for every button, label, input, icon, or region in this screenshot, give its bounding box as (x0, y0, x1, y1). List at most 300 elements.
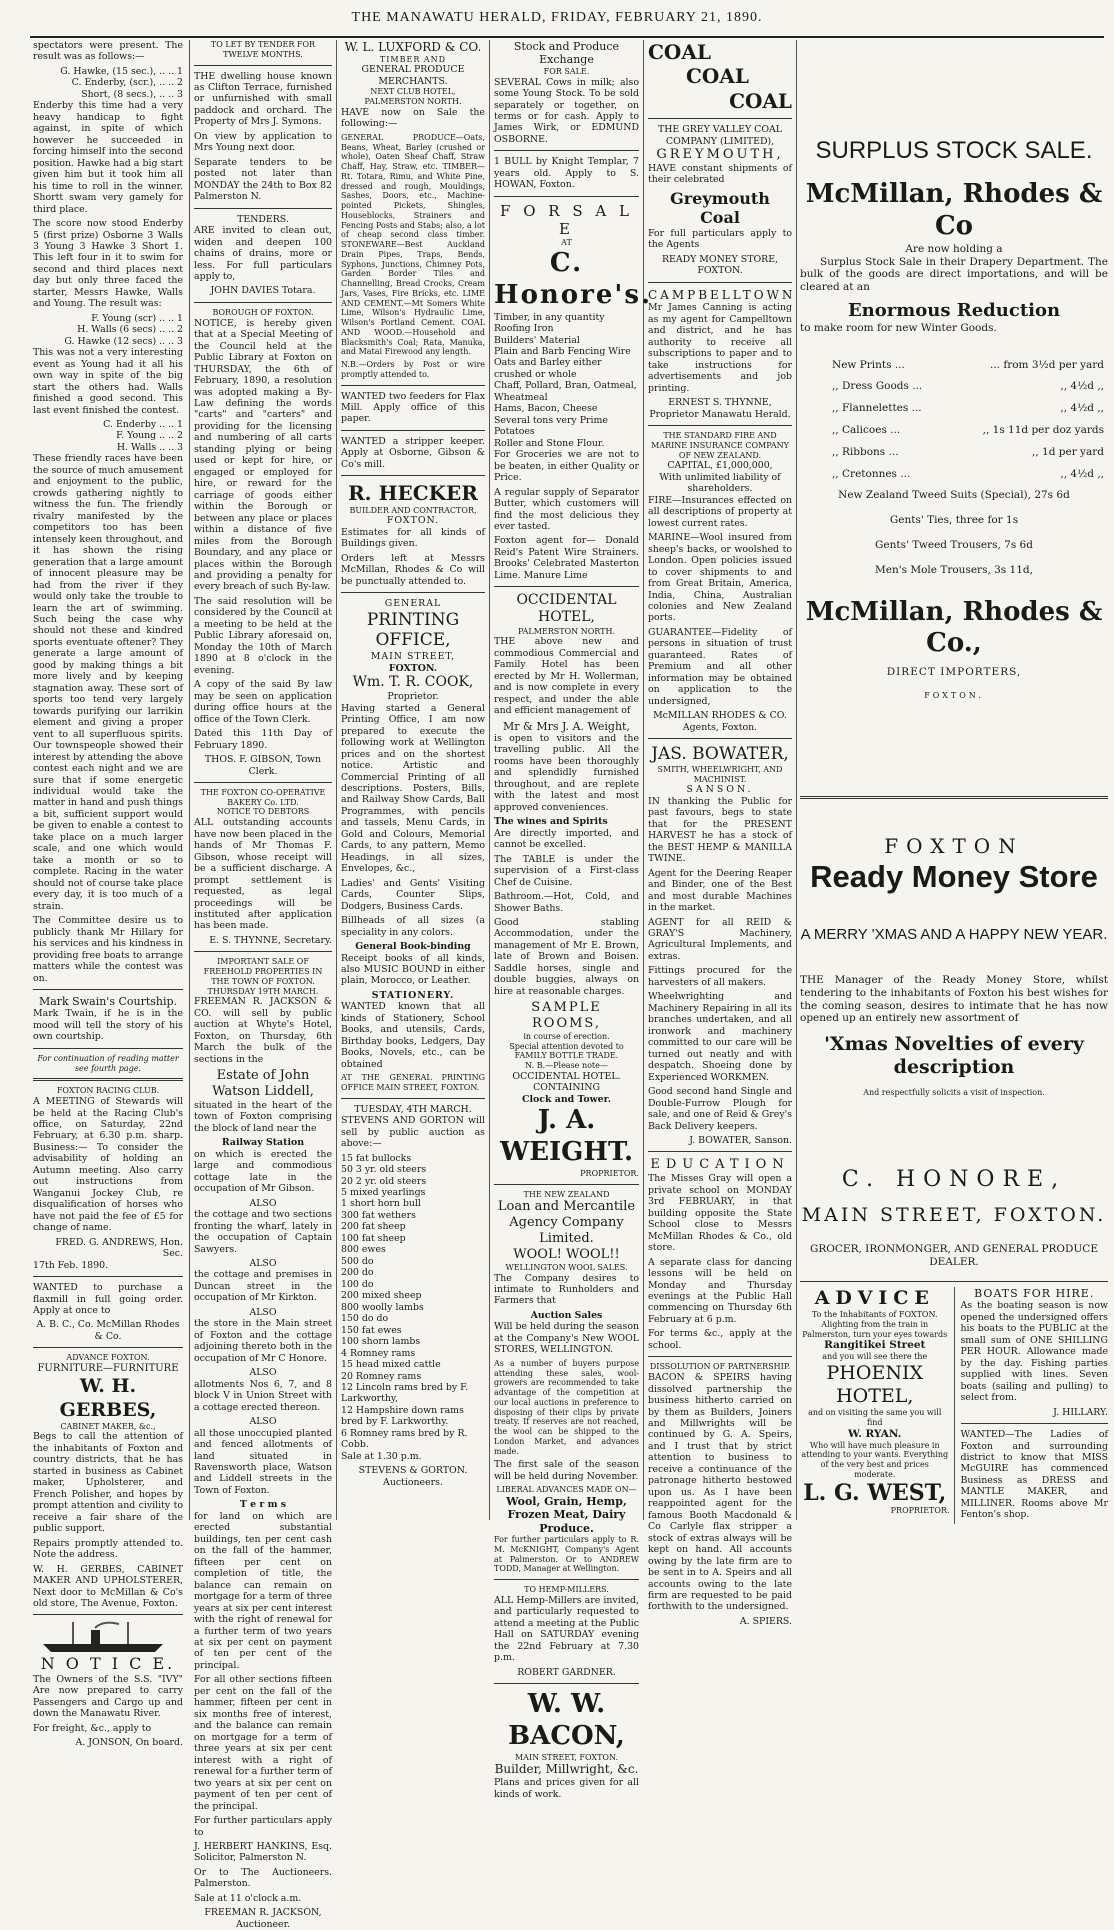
ad-heading: Wool, Grain, Hemp, Frozen Meat, Dairy Produce. (506, 1494, 627, 1535)
article-paragraph: The score now stood Enderby 5 (first prize) Osborne 3 Walls 3 Young 3 Hawke 3 Short 1. This left four in it to swim for second and third places next day but only three faced the starter, Messrs Hawke, Walls and Young. The result was: (33, 218, 183, 310)
signature: E. S. THYNNE, Secretary. (209, 934, 332, 946)
ad-text: For all other sections fifteen per cent on the fall of the hammer, fifteen per cent in six months free of interest, and the balance can remain on mortgage for a term of three years at six per cent interest with a right of renewal for a further term of two years at six per cent on payment of ten per cent of the principal. (194, 1674, 332, 1812)
goods-list (494, 312, 639, 450)
ad-subtitle: ALSO (249, 1416, 277, 1428)
ad-subtitle: in course of erection. (523, 1031, 610, 1041)
ad-heading: Wm. T. R. COOK, (352, 674, 474, 691)
stock-list (341, 1153, 485, 1451)
signature: ERNEST S. THYNNE, Proprietor Manawatu Herald. (649, 397, 791, 420)
divider (194, 65, 332, 66)
ad-subtitle: BUILDER AND CONTRACTOR, (349, 505, 477, 515)
ad-text: Estimates for all kinds of Buildings given. (341, 526, 485, 550)
result-line: H. Walls .. .. 3 (116, 441, 183, 453)
ad-text: A copy of the said By law may be seen on application during office hours at the office of the Town Clerk. (194, 679, 332, 725)
ad-heading: Rangitikei Street (824, 1339, 926, 1352)
stock-item: 15 head mixed cattle (341, 1359, 441, 1371)
divider (33, 1614, 183, 1615)
ad-subtitle: DIRECT IMPORTERS, (886, 666, 1022, 679)
ad-text: The TABLE is under the supervision of a First-class Chef de Cuisine. (494, 853, 639, 888)
ad-text: WANTED to purchase a flaxmill in full going order. Apply at once to (33, 1282, 183, 1316)
divider (494, 1579, 639, 1580)
ad-text: Agent for the Deering Reaper and Binder, one of the Best and most durable Machines in the market. (648, 867, 792, 914)
ad-text: Are directly imported, and cannot be excelled. (494, 827, 639, 851)
price-row (832, 402, 1104, 415)
divider (494, 150, 639, 151)
divider (194, 208, 332, 209)
ad-title: TO LET BY TENDER FOR TWELVE MONTHS. (210, 40, 316, 59)
column-rule (336, 40, 337, 1520)
article-paragraph: These friendly races have been the source of much amusement and enjoyment to the public, crowds gathering nightly to witness the fun. The friendly rivalry manifested by the competitors too has been intensely keen throughout, and it has shown the rising generation that a large amount of innocent pleasure may be had from the river if they would only take the trouble to learn the art of swimming. Such being the case why should not these and kindred sports eventuate oftener? They generate a large amount of good by making things a bit more lively and by keeping stagnation away. These sort of sports too tend very largely towards purifying our larrikin element and giving a proper vent to all superfluous spirits. Our townspeople showed their interest by attending the above contest each night and we are sure that if some energetic individual would take the matter in hand and push things a bit, sufficient support would be given to enable a contest to take place on a much larger scale, and one which would take a month or so to complete. Racing in the water should not of course take place every day, it is too much of a strain. (33, 453, 183, 912)
signature: FREEMAN R. JACKSON, Auctioneer. (204, 1907, 322, 1930)
ad-text: allotments Nos 6, 7, and 8 block V in Union Street with a cottage erected thereon. (194, 1378, 332, 1413)
ad-text: For further particulars apply to (194, 1815, 332, 1838)
signature: McMILLAN RHODES & CO. Agents, Foxton. (653, 710, 787, 733)
result-line: G. Hawke (12 secs) .. .. 3 (64, 335, 183, 347)
ad-subtitle: PROPRIETOR. (580, 1168, 639, 1178)
article-paragraph: Mark Twain, if he is in the mood will tell the story of his own courtship. (33, 1008, 183, 1043)
ad-heading: C. HONORE, (841, 1167, 1067, 1193)
ad-heading: EDUCATION (650, 1157, 790, 1173)
ad-subtitle: WELLINGTON WOOL SALES. (505, 1262, 628, 1272)
phoenix-ad (800, 1287, 955, 1524)
ad-subtitle: GENERAL (384, 598, 442, 610)
ad-text: and you will see there the (822, 1352, 928, 1362)
ad-text: A separate class for dancing lessons will be held on Monday and Thursday evenings at the Public Hall commencing on Thursday 6th February at 6 p.m. (648, 1256, 792, 1325)
column-3 (341, 40, 485, 1520)
divider (648, 118, 792, 119)
ad-subtitle: CABINET MAKER, &c., (60, 1421, 156, 1431)
signature: A. SPIERS. (739, 1615, 792, 1627)
ad-text: Sale at 1.30 p.m. (341, 1450, 422, 1462)
stock-item: 15 fat bullocks (341, 1152, 412, 1164)
divider (33, 1048, 183, 1049)
divider (800, 1281, 1108, 1282)
article-paragraph: The Committee desire us to publicly thank Mr Hillary for his services and his kindness in providing free boats to arrange matters while the contest was on. (33, 915, 183, 984)
ad-heading: L. G. WEST, (803, 1479, 947, 1506)
ad-text: AGENT for all REID & GRAY'S Machinery, Agricultural Implements, and extras. (648, 916, 792, 962)
ad-text: As a number of buyers purpose attending these sales, wool-growers are recommended to take advantage of the competition at our local auctions in preference to disposing of their clips by private treaty. If reserves are not reached, the wool can be shipped to the London Market, and advances made. (494, 1358, 639, 1456)
divider (494, 1683, 639, 1684)
ad-text: Billheads of all sizes (a speciality in any colors. (341, 915, 485, 938)
ad-text: Ladies' and Gents' Visiting Cards, Counter Slips, Dodgers, Business Cards. (341, 877, 485, 912)
ad-heading: Ready Money Store (810, 858, 1098, 894)
stock-item: 800 woolly lambs (341, 1301, 424, 1313)
ad-heading: Mr & Mrs J. A. Weight, (503, 719, 630, 733)
ad-subtitle: PALMERSTON NORTH. (517, 626, 615, 636)
ad-heading: N O T I C E. (40, 1654, 176, 1674)
ad-text: 1 BULL by Knight Templar, 7 years old. Apply to S. HOWAN, Foxton. (494, 156, 639, 191)
price-line: New Zealand Tweed Suits (Special), 27s 6d (838, 489, 1070, 502)
ad-date: 17th Feb. 1890. (33, 1259, 109, 1271)
ad-text: all those unoccupied planted and fenced allotments of land situated in Ravensworth place, Watson and Liddell streets in the Town of Foxton. (194, 1427, 332, 1496)
stock-item: 200 fat sheep (341, 1221, 406, 1233)
ad-text: Repairs promptly attended to. Note the address. (33, 1537, 183, 1561)
ad-subtitle: FURNITURE—FURNITURE (37, 1363, 179, 1375)
ad-text: Having started a General Printing Office, I am now prepared to execute the following work at Wellington prices and on the shortest notice. Artistic and Commercial Printing of all descriptions. Posters, Bills, and Railway Show Cards, Ball Programmes, with pencils and tassels, Menu Cards, in Gold and Colours, Memorial Cards, to any pattern, Memo Headings, in all sizes, Envelopes, &c., (341, 702, 485, 875)
ad-text: Good stabling Accommodation, under the management of Mr E. Brown, late of Brown and Boisen. Saddle horses, single and double buggies, always on hire at reasonable charges. (494, 916, 639, 997)
ad-text: HAVE now on Sale the following:— (341, 106, 485, 130)
ad-subtitle: ALSO (249, 1197, 277, 1209)
ad-text: Bathroom.—Hot, Cold, and Shower Baths. (494, 891, 639, 914)
divider (341, 475, 485, 476)
price-value: ,, 4½d ,, (1060, 402, 1104, 415)
ad-text: AT THE GENERAL PRINTING OFFICE MAIN STREET, FOXTON. (341, 1073, 485, 1092)
stock-item: 500 do (341, 1255, 374, 1267)
ad-text: Wheelwrighting and Machinery Repairing in all its branches undertaken, and all ironwork and machinery committed to our care will be turned out neatly and with despatch. Shoeing done by Experienced WORKMEN. (648, 991, 792, 1083)
divider (33, 1078, 183, 1081)
ad-title: DISSOLUTION OF PARTNERSHIP. (649, 1362, 791, 1372)
ad-heading: Auction Sales (530, 1309, 603, 1321)
signature: A. B. C., Co. McMillan Rhodes & Co. (36, 1319, 180, 1342)
goods-item: Chaff, Pollard, Bran, Oatmeal, Wheatmeal (494, 380, 637, 403)
ad-text: Surplus Stock Sale in their Drapery Department. The bulk of the goods are direct importations, and will be cleared at an (800, 255, 1108, 294)
column-4 (494, 40, 653, 1800)
ad-title: ADVANCE FOXTON. (66, 1353, 150, 1363)
ad-heading: PHOENIX HOTEL, (826, 1361, 923, 1408)
ad-text: Plans and prices given for all kinds of work. (494, 1777, 639, 1800)
result-line: C. Enderby .. .. 1 (103, 419, 183, 430)
divider (194, 951, 332, 952)
ad-text: NOTICE, is hereby given that at a Special Meeting of the Council held at the Public Library at Foxton on THURSDAY, the 6th of February, 1890, a resolution was adopted making a By-Law defining the words "carts" and "carters" and providing for the licensing and numbering of all carts standing plying or being used or kept for hire, or engaged or employed for hire, or reward for the carriage of goods either within the Borough or between any place or places within a distance of five miles from the Borough Boundary, and any place or places within the Borough and providing a penalty for every breach of such By-law. (194, 317, 332, 593)
signature: STEVENS & GORTON. Auctioneers. (358, 1465, 468, 1488)
ad-text: the cottage and two sections fronting the wharf, lately in the occupation of Captain Sawyers. (194, 1209, 332, 1255)
divider (494, 196, 639, 197)
ad-text: Good second hand Single and Double-Furrow Plough for sale, and one of Reid & Grey's Back Delivery keepers. (648, 1086, 792, 1132)
ad-text: Who will have much pleasure in attending to your wants. Everything of the very best and prices moderate. (801, 1440, 949, 1479)
stock-item: 12 Lincoln rams bred by F. Larkworthy, (341, 1381, 469, 1405)
ad-text: For further particulars apply to R. M. McKNIGHT, Company's Agent at Palmerston. Or to ANDREW TODD, Manager at Wellington. (494, 1535, 639, 1574)
ad-text: HAVE constant shipments of their celebrated (648, 162, 792, 186)
ad-heading: JAS. BOWATER, (651, 744, 789, 765)
ad-heading: Enormous Reduction (847, 299, 1061, 321)
ad-title: THE FOXTON CO-OPERATIVE BAKERY Co. LTD. (200, 787, 326, 807)
article-paragraph: Enderby this time had a very heavy handicap to fight against, in spite of which however he succeeded in forcing himself into the second position. Hawke had a big start given him but it took him all his time to roll in the winner. Shortt swam very gamely for third place. (33, 100, 183, 215)
ad-heading: COAL (648, 40, 711, 64)
signature: W. H. GERBES, CABINET MAKER AND UPHOLSTERER, Next door to McMillan & Co's old store, The Avenue, Foxton. (33, 1563, 183, 1609)
divider (648, 282, 792, 283)
ad-text: Orders left at Messrs McMillan, Rhodes & Co will be punctually attended to. (341, 552, 485, 587)
masthead-rule (30, 36, 1104, 38)
ad-heading: OCCIDENTAL HOTEL, (516, 592, 617, 626)
price-item: New Prints ... (832, 358, 905, 371)
stock-item: 150 do do (341, 1313, 389, 1325)
ad-heading: 'Xmas Novelties of every description (824, 1033, 1084, 1079)
ad-heading: ADVICE (814, 1286, 935, 1309)
stock-item: 150 fat ewes (341, 1324, 402, 1336)
price-value: ,, 1d per yard (1032, 445, 1104, 458)
ad-subtitle: FOXTON. (388, 662, 438, 674)
divider (648, 1356, 792, 1357)
ad-heading: Loan and Mercantile Agency Company Limited. (497, 1199, 636, 1247)
goods-item: Hams, Bacon, Cheese (494, 403, 598, 415)
ad-text: WANTED known that all kinds of Stationery, School Books, and utensils, Cards, Birthday books, Ledgers, Day Books, Novels, etc., can be obtained (341, 1001, 485, 1070)
ad-text: As the boating season is now opened the undersigned offers his boats to the PUBLIC at the small sum of ONE SHILLING PER HOUR. Allowance made by the day. Fishing parties supplied with lines. Seven boats (sailing and pulling) to select from. (960, 1300, 1108, 1404)
ad-heading: COAL (729, 88, 792, 113)
ad-text: Separate tenders to be posted not later than MONDAY the 24th to Box 82 Palmerston N. (194, 156, 332, 203)
ad-text: on which is erected the large and commodious cottage late in the occupation of Mr Gibson. (194, 1148, 332, 1195)
price-value: ,, 1s 11d per doz yards (982, 424, 1104, 437)
ad-subtitle: ALSO (249, 1367, 277, 1379)
ad-title: TENDERS. (237, 213, 289, 225)
goods-item: Plain and Barb Fencing Wire (494, 345, 631, 357)
ad-text: The said resolution will be considered by the Council at a meeting to be held at the Public Library aforesaid on, Monday the 10th of March 1890 at 8 o'clock in the evening. (194, 595, 332, 676)
ad-text: Alighting from the train in Palmerston, turn your eyes towards (802, 1319, 948, 1339)
price-row (832, 359, 1104, 372)
divider (341, 1098, 485, 1099)
ad-heading: PRINTING OFFICE, (366, 609, 460, 651)
ad-subtitle: AT (561, 238, 572, 248)
column-rule (489, 40, 490, 1520)
price-item: ,, Ribbons ... (832, 445, 899, 458)
ad-text: The first sale of the season will be held during November. (494, 1459, 639, 1482)
price-row (832, 424, 1104, 437)
column-rule (796, 40, 797, 1520)
ad-subtitle: TIMBER AND (379, 54, 447, 64)
column-rule (643, 40, 644, 1520)
ad-subtitle: With unlimited liability of shareholders. (659, 471, 781, 495)
ad-text: and on visiting the same you will find (808, 1408, 942, 1428)
signature: J. HERBERT HANKINS, Esq. Solicitor, Palmerston N. (194, 1840, 332, 1864)
ad-text: Will be held during the season at the Company's New WOOL STORES, WELLINGTON. (494, 1321, 639, 1356)
ad-subtitle: FOXTON. (924, 690, 984, 700)
ad-text: For full particulars apply to the Agents (648, 227, 792, 251)
divider (648, 738, 792, 739)
stock-item: 100 do (341, 1278, 374, 1290)
price-row (832, 380, 1104, 393)
ad-subtitle: NEXT CLUB HOTEL, PALMERSTON NORTH. (364, 87, 462, 107)
stock-item: 20 Romney rams (341, 1370, 422, 1382)
stock-item: 100 fat sheep (341, 1232, 406, 1244)
signature: J. HILLARY. (1053, 1406, 1108, 1418)
article-title: Mark Swain's Courtship. (38, 994, 178, 1008)
price-row (832, 468, 1104, 481)
ad-heading: Greymouth Coal (670, 188, 770, 228)
column-5 (648, 40, 796, 1627)
intro-text: spectators were present. The result was as follows:— (33, 40, 183, 63)
steamship-icon (33, 1620, 183, 1654)
bottom-ads (800, 1287, 1108, 1524)
ad-subtitle: GENERAL PRODUCE MERCHANTS. (361, 64, 465, 87)
ad-text: Begs to call the attention of the inhabitants of Foxton and country districts, that he has started in business as Cabinet maker, Upholsterer, and French Polisher, and hopes by prompt attention and civility to receive a fair share of the public support. (33, 1431, 183, 1535)
stock-item: 4 Romney rams (341, 1347, 416, 1359)
ad-subtitle: NOTICE TO DEBTORS (216, 807, 310, 817)
ad-text: And respectfully solicits a visit of inspection. (863, 1087, 1045, 1097)
stock-item: 800 ewes (341, 1244, 386, 1256)
ad-subtitle: OCCIDENTAL HOTEL. CONTAINING (512, 1070, 621, 1094)
ad-text: THE dwelling house known as Clifton Terrace, furnished or unfurnished with small paddock and orchard. The Property of Mrs J. Symons. (194, 70, 332, 128)
ad-text: to make room for new Winter Goods. (800, 321, 997, 334)
ad-text: ALL outstanding accounts have now been placed in the hands of Mr Thomas F. Gibson, whose receipt will be a sufficient discharge. A prompt settlement is requested, as legal proceedings will be instituted after application has been made. (194, 817, 332, 932)
column-1 (33, 40, 183, 1749)
ad-subtitle: GROCER, IRONMONGER, AND GENERAL PRODUCE DEALER. (810, 1243, 1098, 1269)
stock-item: 100 shorn lambs (341, 1336, 421, 1348)
ad-heading: Stock and Produce Exchange (513, 40, 620, 67)
goods-item: Roofing Iron (494, 323, 554, 335)
ad-heading: F O R S A L E (500, 201, 633, 239)
ad-subtitle: Proprietor. (387, 691, 439, 703)
ad-subtitle: ALSO (249, 1258, 277, 1269)
ad-text: WANTED two feeders for Flax Mill. Apply office of this paper. (341, 390, 485, 425)
ad-subtitle: FOR SALE. (543, 66, 590, 76)
divider (33, 1276, 183, 1277)
ad-subtitle: MAIN STREET, FOXTON. (514, 1752, 619, 1762)
ad-text: Mr James Canning is acting as my agent for Campelltown and district, and he has authority to receive all subscriptions to paper and to take instructions for advertisements and job printing. (648, 302, 792, 394)
divider (800, 796, 1108, 799)
ad-subtitle: THE GREY VALLEY COAL COMPANY (LIMITED), (657, 124, 783, 147)
ad-text: For Groceries we are not to be beaten, in either Quality or Price. (494, 449, 639, 484)
goods-item: Roller and Stone Flour. (494, 437, 605, 449)
ad-title: FOXTON RACING CLUB. (56, 1086, 160, 1096)
signature: J. BOWATER, Sanson. (689, 1134, 792, 1146)
ad-text: To the Inhabitants of FOXTON. (811, 1310, 938, 1320)
stock-item: 300 fat wethers (341, 1209, 416, 1221)
ad-text: the store in the Main street of Foxton and the cottage adjoining thereto both in the occupation of Mr C Honore. (194, 1318, 332, 1364)
ad-text: Receipt books of all kinds, also MUSIC BOUND in either plain, Morocco, or Leather. (341, 952, 485, 987)
ad-heading: STATIONERY. (371, 989, 455, 1001)
ad-text: For freight, &c., apply to (33, 1722, 152, 1734)
ad-heading: MAIN STREET, FOXTON. (801, 1204, 1107, 1227)
ad-heading: W. L. LUXFORD & CO. (344, 40, 482, 54)
masthead: THE MANAWATU HERALD, FRIDAY, FEBRUARY 21, 1890. (351, 10, 763, 25)
ad-heading: W. H. GERBES, (59, 1375, 157, 1421)
ad-subtitle: TUESDAY, 4TH MARCH. (354, 1103, 472, 1115)
stock-item: 50 3 yr. old steers (341, 1164, 427, 1176)
stock-item: 12 Hampshire down rams bred by F. Larkworthy. (341, 1404, 464, 1428)
stock-item: 200 do (341, 1267, 374, 1279)
ad-text: A MEETING of Stewards will be held at the Racing Club's office, on Saturday, 22nd February, at 6.30 p.m. sharp. Business:— To consider the advisability of holding an Autumn meeting. Also carry out instructions from Wanganui Jockey Club, re disqualification of horses who have not paid the fee of £5 for change of name. (33, 1096, 183, 1234)
divider (494, 1184, 639, 1185)
ad-heading: BOATS FOR HIRE. (974, 1286, 1095, 1300)
ad-heading: T e r m s (239, 1499, 287, 1511)
stock-item: 20 2 yr. old steers (341, 1175, 427, 1187)
continuation-note: For continuation of reading matter see fourth page. (37, 1053, 179, 1073)
ad-text: A regular supply of Separator Butter, which customers will find the most delicious they ever tasted. (494, 486, 639, 532)
ad-text: For terms &c., apply at the school. (648, 1328, 792, 1351)
result-line: F. Young (scr) .. .. 1 (91, 312, 183, 324)
signature: ROBERT GARDNER. (517, 1666, 616, 1678)
divider (194, 302, 332, 303)
ad-heading: Railway Station (221, 1137, 305, 1149)
ad-subtitle: READY MONEY STORE, FOXTON. (661, 253, 779, 277)
divider (33, 1347, 183, 1348)
column-rule (189, 40, 190, 1520)
price-list (800, 359, 1108, 481)
ad-text: STEVENS AND GORTON will sell by public auction as above:— (341, 1115, 485, 1150)
ad-subtitle: Special attention devoted to FAMILY BOTTLE TRADE. (509, 1041, 624, 1061)
ad-subtitle: FOXTON. (386, 515, 440, 527)
ad-heading: W. RYAN. (848, 1427, 902, 1440)
stock-item: 1 short horn bull (341, 1198, 421, 1210)
divider (341, 385, 485, 386)
ad-text: Fittings procured for the harvesters of all makers. (648, 965, 792, 988)
ad-heading: COAL (686, 64, 749, 89)
ad-title: TO HEMP-MILLERS. (524, 1585, 609, 1595)
ad-text: ARE invited to clean out, widen and deepen 100 chains of drains, more or less. For full particulars apply to, (194, 225, 332, 282)
ad-text: Are now holding a (905, 242, 1003, 255)
ad-heading: SAMPLE ROOMS, (531, 1000, 602, 1032)
stock-item: 6 Romney rams bred by R. Cobb. (341, 1427, 468, 1451)
result-line: C. Enderby, (scr.), .. .. 2 (71, 77, 183, 89)
signature: JOHN DAVIES Totara. (210, 285, 316, 297)
divider (341, 592, 485, 593)
ad-text: ALL Hemp-Millers are invited, and particularly requested to attend a meeting at the Public Hall on SATURDAY evening the 22nd February at 7.30 p.m. (494, 1594, 639, 1664)
divider (494, 586, 639, 587)
ad-subtitle: MAIN STREET, (370, 651, 456, 663)
ad-title: IMPORTANT SALE OF FREEHOLD PROPERTIES IN THE TOWN OF FOXTON. (203, 957, 323, 986)
ad-subtitle: N. B.—Please note— (525, 1061, 608, 1071)
result-line: G. Hawke, (15 sec.), .. .. 1 (60, 65, 183, 77)
result-line: Short, (8 secs.), .. .. 3 (81, 88, 183, 100)
ad-text: WANTED a stripper keeper. Apply at Osborne, Gibson & Co's mill. (341, 435, 485, 470)
ad-subtitle: CAPITAL, £1,000,000, (667, 460, 773, 472)
price-row (832, 446, 1104, 459)
price-item: ,, Flannelettes ... (832, 402, 922, 415)
price-item: ,, Calicoes ... (832, 424, 901, 437)
price-line: Gents' Ties, three for 1s (889, 514, 1019, 527)
ad-heading: C. Honore's. (494, 248, 653, 310)
ad-heading: McMillan, Rhodes & Co., (805, 596, 1103, 659)
ad-text: SEVERAL Cows in milk; also some Young Stock. To be sold separately or together, on terms or for cash. Apply to James Wirk, or EDMUND OSBORNE. (494, 76, 639, 145)
ad-heading: General Book-binding (355, 941, 471, 953)
boats-ad (961, 1287, 1109, 1524)
ad-text: situated in the heart of the town of Foxton comprising the block of land near the (194, 1099, 332, 1134)
article-paragraph: This was not a very interesting event as Young had it all his own way in spite of the big start the others had. Walls finished a good second. This last event finished the contest. (33, 347, 183, 416)
ad-text: Sale at 11 o'clock a.m. (194, 1892, 302, 1904)
ad-heading: FOXTON (884, 833, 1024, 858)
ad-text: for land on which are erected substantial buildings, ten per cent cash on the fall of the hammer, fifteen per cent on completion of title, the balance can remain on mortgage for a term of three years at six per cent interest with the right of renewal for a further term of two years at six per cent on payment of ten per cent of the principal. (194, 1510, 332, 1671)
price-line: Men's Mole Trousers, 3s 11d, (875, 563, 1033, 576)
divider (648, 425, 792, 426)
price-value: ... from 3½d per yard (989, 358, 1104, 371)
ad-heading: CAMPBELLTOWN (648, 287, 796, 302)
ad-text: The Owners of the S.S. "IVY" Are now prepared to carry Passengers and Cargo up and down the Manawatu River. (33, 1673, 183, 1720)
stock-item: 5 mixed yearlings (341, 1187, 426, 1198)
ad-text: GENERAL PRODUCE—Oats, Beans, Wheat, Barley (crushed or whole), Oaten Sheaf Chaff, Straw Chaff, Hay, Straw, etc. TIMBER—Rt. Totara, Rimu, and White Pine, dressed and rough, Mouldings, Sashes, Doors, etc., Machine-pointed Pickets, Shingles, Houseblocks, Strainers and Fencing Posts and Stabs; also, a lot of cheap second class timber. STONEWARE—Best Auckland Drain Pipes, Traps, Bends, Syphons, Junctions, Chimney Pots, Garden Border Tiles and Channelling, Bread Crocks, Cream Jars, Vases, Fire Bricks, etc. LIME AND CEMENT.—Mt Somers White Lime, Wilson's Hydraulic Lime, Wilson's Portland Cement. COAL AND WOOD.—Household and Blacksmith's Coal; Rata, Manuka, and Matai Firewood any length. (341, 132, 485, 357)
ad-heading: W. W. BACON, (508, 1689, 625, 1751)
divider (341, 430, 485, 431)
price-item: ,, Cretonnes ... (832, 467, 911, 480)
divider (648, 1151, 792, 1152)
ad-heading: Clock and Tower. (522, 1093, 611, 1105)
ad-heading: J. A. WEIGHT. (500, 1105, 633, 1168)
price-value: ,, 4½d ,, (1060, 467, 1104, 480)
goods-item: Builders' Material (494, 334, 580, 346)
ad-heading: A MERRY 'XMAS AND A HAPPY NEW YEAR. (800, 925, 1108, 943)
price-value: ,, 4½d ,, (1060, 380, 1104, 393)
ad-text: IN thanking the Public for past favours, begs to state that for the PRESENT HARVEST he has a stock of the BEST HEMP & MANILLA TWINE. (648, 795, 792, 865)
goods-item: Timber, in any quantity (494, 311, 605, 323)
ad-heading: Builder, Millwright, &c. (494, 1762, 639, 1777)
ad-subtitle: THURSDAY 19TH MARCH. (207, 986, 319, 996)
ad-text: Foxton agent for— Donald Reid's Patent Wire Strainers. Brooks' Celebrated Masterton Lime. Manure Lime (494, 535, 639, 581)
ad-text: On view by application to Mrs Young next door. (194, 130, 332, 154)
price-item: ,, Dress Goods ... (832, 380, 923, 393)
ad-text: GUARANTEE—Fidelity of persons in situation of trust guaranteed. Rates of Premium and all other information may be obtained on application to the undersigned, (648, 626, 792, 707)
ad-heading: GREYMOUTH, (656, 147, 784, 163)
stock-item: 200 mixed sheep (341, 1290, 422, 1302)
result-line: H. Walls (6 secs) .. .. 2 (77, 324, 183, 336)
goods-item: Several tons very Prime Potatoes (494, 414, 608, 438)
ad-subtitle: ALSO (249, 1306, 277, 1318)
ad-text: THE above new and commodious Commercial and Family Hotel has been erected by Mr H. Wollerman, and is now complete in every respect, and under the able and efficient management of (494, 636, 639, 717)
column-2 (194, 40, 332, 1930)
ad-heading: SURPLUS STOCK SALE. (815, 137, 1093, 164)
price-line: Gents' Tweed Trousers, 7s 6d (875, 539, 1033, 552)
ad-text: FIRE—Insurances effected on all descriptions of property at lowest current rates. (648, 494, 792, 529)
ad-text: The Company desires to intimate to Runholders and Farmers that (494, 1272, 639, 1307)
ad-subtitle: LIBERAL ADVANCES MADE ON— (496, 1485, 637, 1495)
ad-heading: R. HECKER (348, 481, 478, 506)
